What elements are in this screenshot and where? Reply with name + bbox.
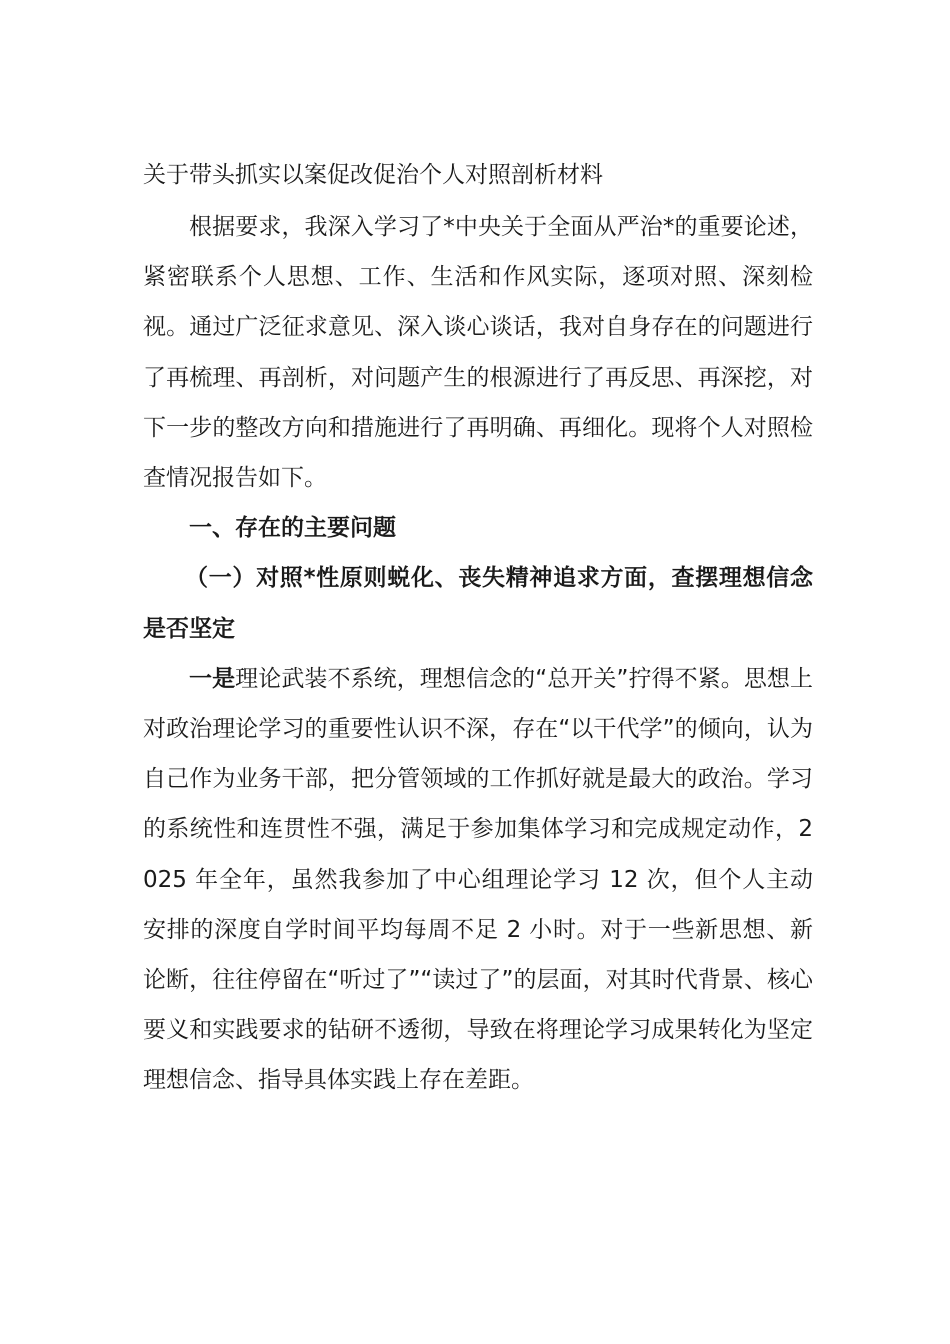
subsection-heading: （一）对照*性原则蜕化、丧失精神追求方面，查摆理想信念是否坚定 [143,565,813,642]
point-body: 理论武装不系统，理想信念的“总开关”拧得不紧。思想上对政治理论学习的重要性认识不深，存在“以干代学”的倾向，认为自己作为业务干部，把分管领域的工作抓好就是最大的政治。学习的系统性和连贯性不强，满足于参加集体学习和完成规定动作，2025 年全年，虽然我参加了中心组理论学习 12 次，但个人主动安排的深度自学时间平均每周不足 2 小时。对于一些新思想、新论断，往往停留在“听过了”“读过了”的层面，对其时代背景、核心要义和实践要求的钻研不透彻，导致在将理论学习成果转化为坚定理想信念、指导具体实践上存在差距。 [143,665,813,1094]
document-title: 关于带头抓实以案促改促治个人对照剖析材料 [143,162,603,188]
intro-paragraph: 根据要求，我深入学习了*中央关于全面从严治*的重要论述，紧密联系个人思想、工作、生活和作风实际，逐项对照、深刻检视。通过广泛征求意见、深入谈心谈话，我对自身存在的问题进行了再梳理、再剖析，对问题产生的根源进行了再反思、再深挖，对下一步的整改方向和措施进行了再明确、再细化。现将个人对照检查情况报告如下。 [143,214,813,492]
document-body [143,150,813,1106]
point-lead: 一是 [189,665,236,692]
section-heading: 一、存在的主要问题 [189,515,396,542]
point-paragraph [143,654,813,1106]
